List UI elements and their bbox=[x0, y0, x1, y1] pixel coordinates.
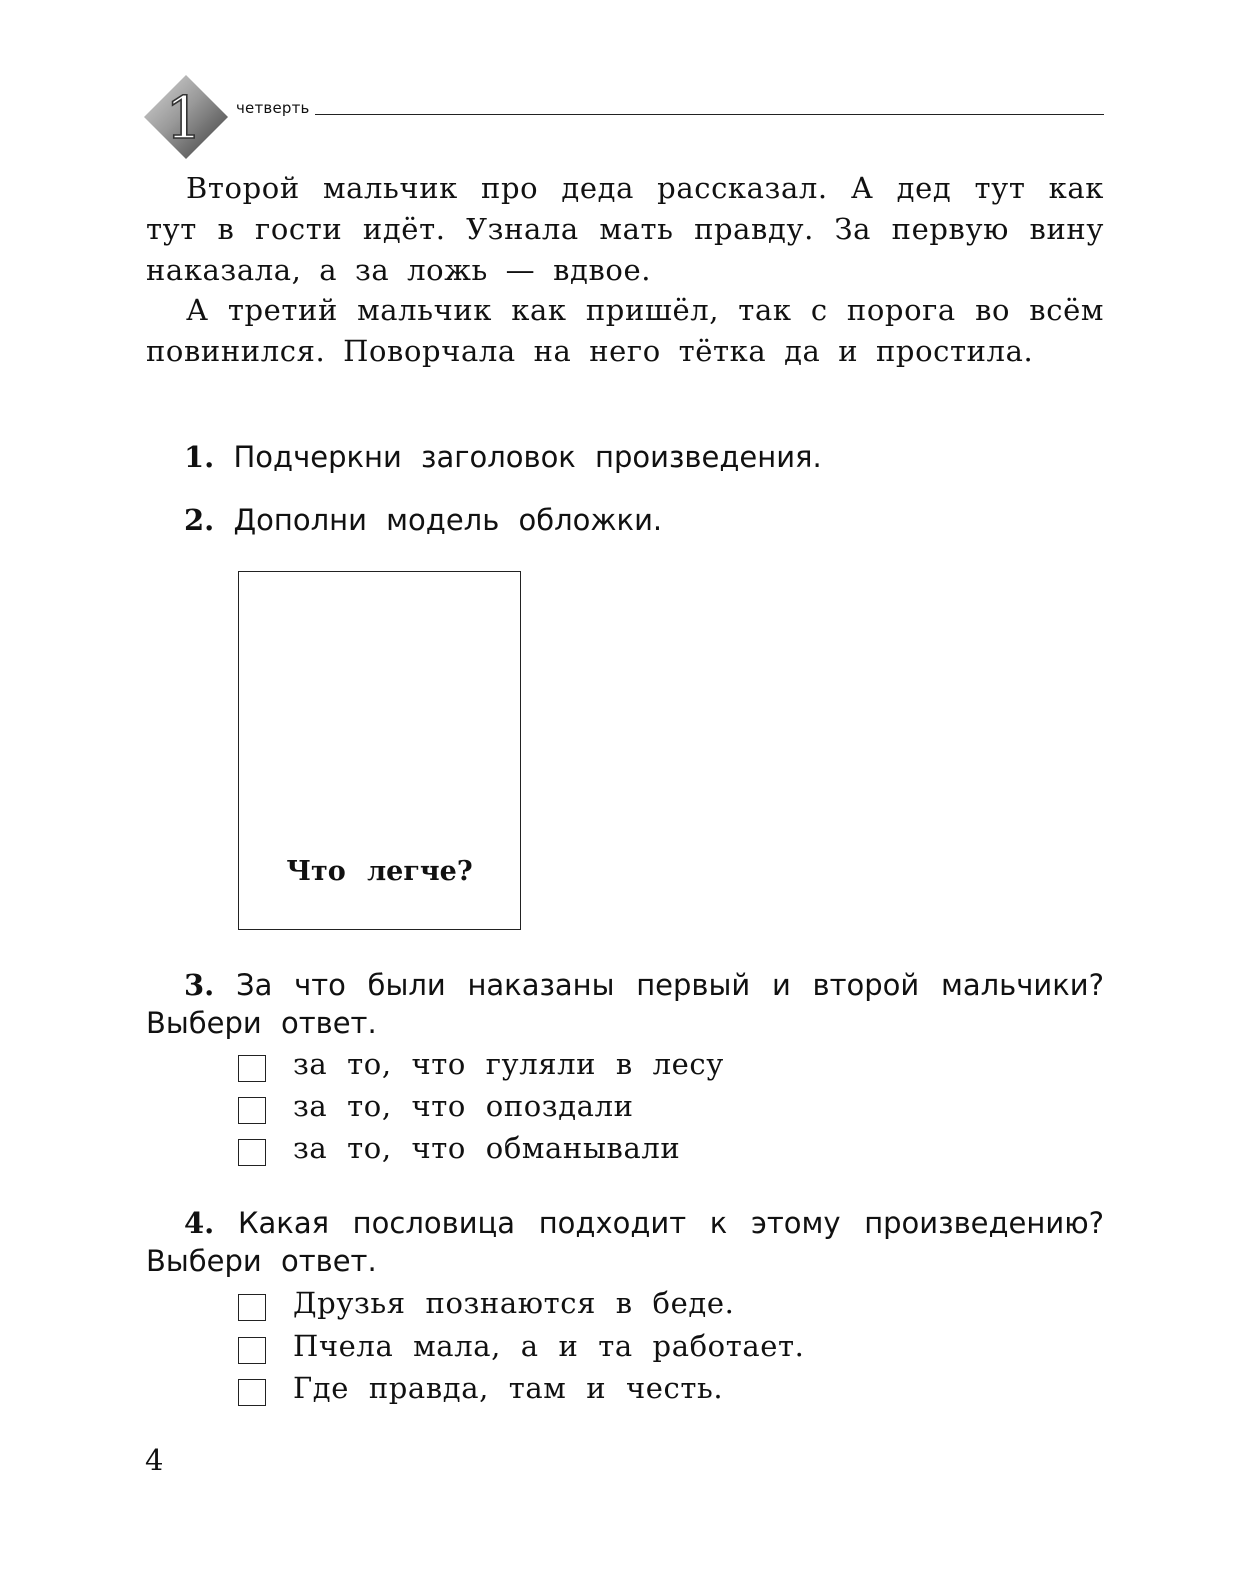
task-4-option-1-text: Друзья познаются в беде. bbox=[293, 1286, 735, 1320]
task-1 bbox=[146, 438, 1104, 476]
task-3 bbox=[146, 966, 1104, 1042]
answer-checkbox[interactable] bbox=[238, 1055, 266, 1082]
task-4-number: 4. bbox=[184, 1206, 215, 1240]
task-3-option-3-text: за то, что обманывали bbox=[293, 1131, 681, 1165]
cover-model-title: Что легче? bbox=[286, 856, 473, 887]
task-1-text: Подчеркни заголовок произведения. bbox=[233, 440, 822, 474]
quarter-badge bbox=[144, 75, 228, 159]
story-paragraph-2: А третий мальчик как пришёл, так с порога во всём повинился. Поворчала на него тётка да и простила. bbox=[146, 293, 1104, 368]
task-2 bbox=[146, 501, 1104, 539]
task-4 bbox=[146, 1204, 1104, 1280]
story-paragraph-1: Второй мальчик про деда рассказал. А дед тут как тут в гости идёт. Узнала мать правду. За первую вину наказала, а за ложь — вдвое. bbox=[146, 171, 1104, 287]
task-4-text: Какая пословица подходит к этому произведению? Выбери ответ. bbox=[146, 1206, 1105, 1278]
page-number: 4 bbox=[145, 1443, 164, 1477]
answer-checkbox[interactable] bbox=[238, 1337, 266, 1364]
task-3-option-2-text: за то, что опоздали bbox=[293, 1089, 634, 1123]
header-rule bbox=[315, 114, 1104, 115]
task-2-text: Дополни модель обложки. bbox=[233, 503, 663, 537]
task-2-number: 2. bbox=[184, 503, 215, 537]
task-3-text: За что были наказаны первый и второй мальчики? Выбери ответ. bbox=[146, 968, 1104, 1040]
task-1-number: 1. bbox=[184, 440, 215, 474]
cover-model-box[interactable] bbox=[238, 571, 521, 930]
quarter-diamond-shape bbox=[144, 75, 228, 159]
quarter-label: четверть bbox=[236, 99, 310, 117]
answer-checkbox[interactable] bbox=[238, 1294, 266, 1321]
task-3-option-1-text: за то, что гуляли в лесу bbox=[293, 1047, 724, 1081]
answer-checkbox[interactable] bbox=[238, 1379, 266, 1406]
task-3-number: 3. bbox=[184, 968, 215, 1002]
quarter-number: 1 bbox=[165, 84, 203, 152]
answer-checkbox[interactable] bbox=[238, 1139, 266, 1166]
task-4-option-2-text: Пчела мала, а и та работает. bbox=[293, 1329, 805, 1363]
answer-checkbox[interactable] bbox=[238, 1097, 266, 1124]
task-4-option-3-text: Где правда, там и честь. bbox=[293, 1371, 724, 1405]
